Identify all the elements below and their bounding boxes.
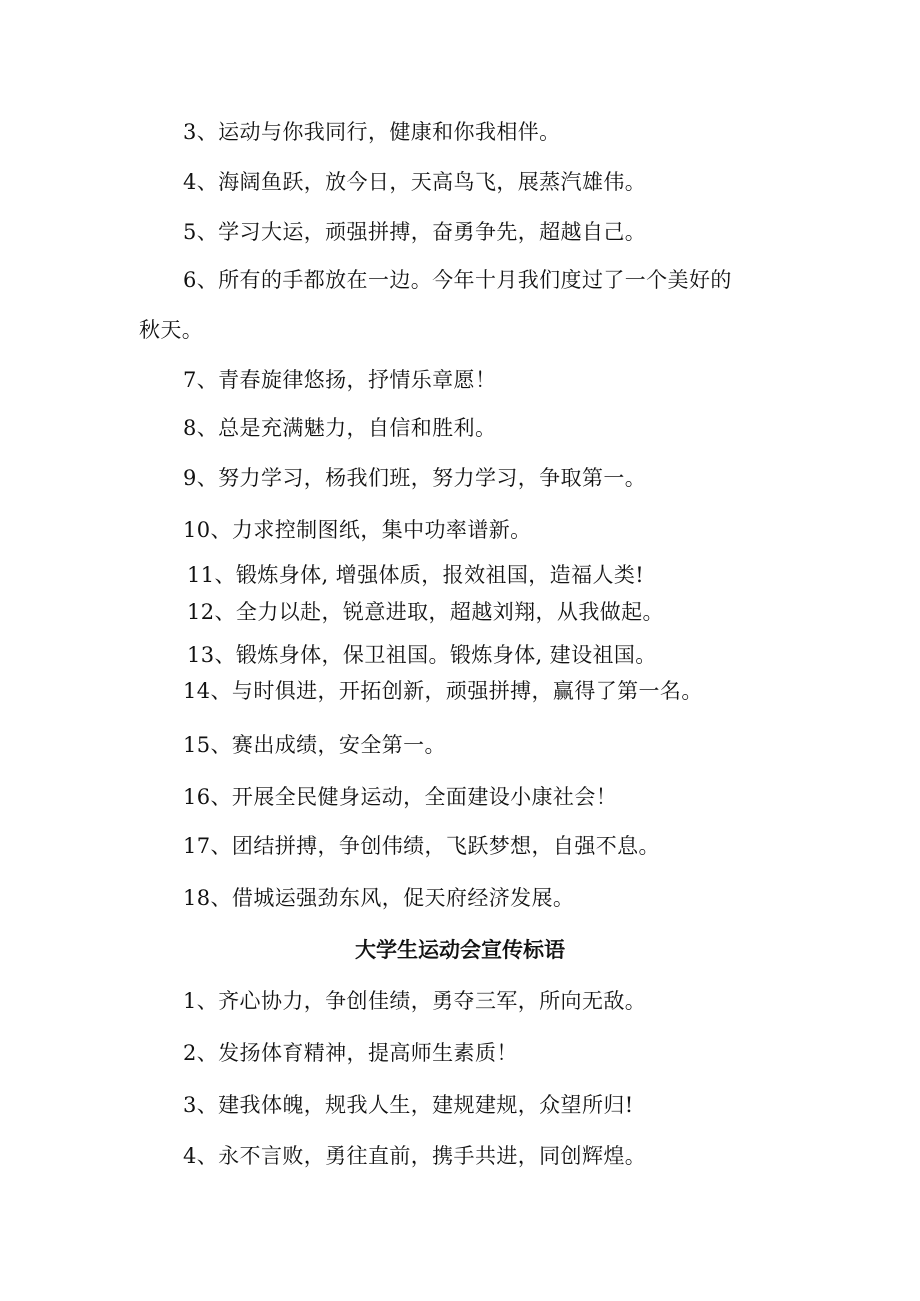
- slogan-line-12: 12、全力以赴，锐意进取，超越刘翔，从我做起。: [187, 600, 664, 624]
- section-slogan-line-3: 3、建我体魄，规我人生，建规建规，众望所归!: [183, 1093, 634, 1117]
- slogan-line-8: 8、总是充满魅力，自信和胜利。: [183, 416, 497, 440]
- slogan-line-3: 3、运动与你我同行，健康和你我相伴。: [183, 120, 561, 144]
- slogan-line-4: 4、海阔鱼跃，放今日，天高鸟飞，展蒸汽雄伟。: [183, 170, 647, 194]
- section-slogan-line-4: 4、永不言败，勇往直前，携手共进，同创辉煌。: [183, 1144, 647, 1168]
- slogan-line-16: 16、开展全民健身运动，全面建设小康社会！: [183, 785, 618, 809]
- slogan-line-15: 15、赛出成绩，安全第一。: [183, 733, 446, 757]
- slogan-line-5: 5、学习大运，顽强拼搏，奋勇争先，超越自己。: [183, 220, 647, 244]
- slogan-line-7: 7、青春旋律悠扬，抒情乐章愿！: [183, 368, 497, 392]
- slogan-line-6-continued: 秋天。: [139, 318, 204, 342]
- slogan-line-13: 13、锻炼身体，保卫祖国。锻炼身体, 建设祖国。: [187, 643, 657, 667]
- section-slogan-line-2: 2、发扬体育精神，提高师生素质！: [183, 1041, 518, 1065]
- slogan-line-14: 14、与时俱进，开拓创新，顽强拼搏，赢得了第一名。: [183, 679, 703, 703]
- section-title: 大学生运动会宣传标语: [355, 938, 565, 962]
- slogan-line-10: 10、力求控制图纸，集中功率谱新。: [183, 518, 532, 542]
- slogan-line-17: 17、团结拼搏，争创伟绩，飞跃梦想，自强不息。: [183, 834, 660, 858]
- slogan-line-11: 11、锻炼身体, 增强体质，报效祖国，造福人类!: [187, 563, 645, 587]
- slogan-line-9: 9、努力学习，杨我们班，努力学习，争取第一。: [183, 466, 647, 490]
- slogan-line-18: 18、借城运强劲东风，促天府经济发展。: [183, 886, 575, 910]
- section-slogan-line-1: 1、齐心协力，争创佳绩，勇夺三军，所向无敌。: [183, 989, 647, 1013]
- slogan-line-6: 6、所有的手都放在一边。今年十月我们度过了一个美好的: [183, 268, 732, 292]
